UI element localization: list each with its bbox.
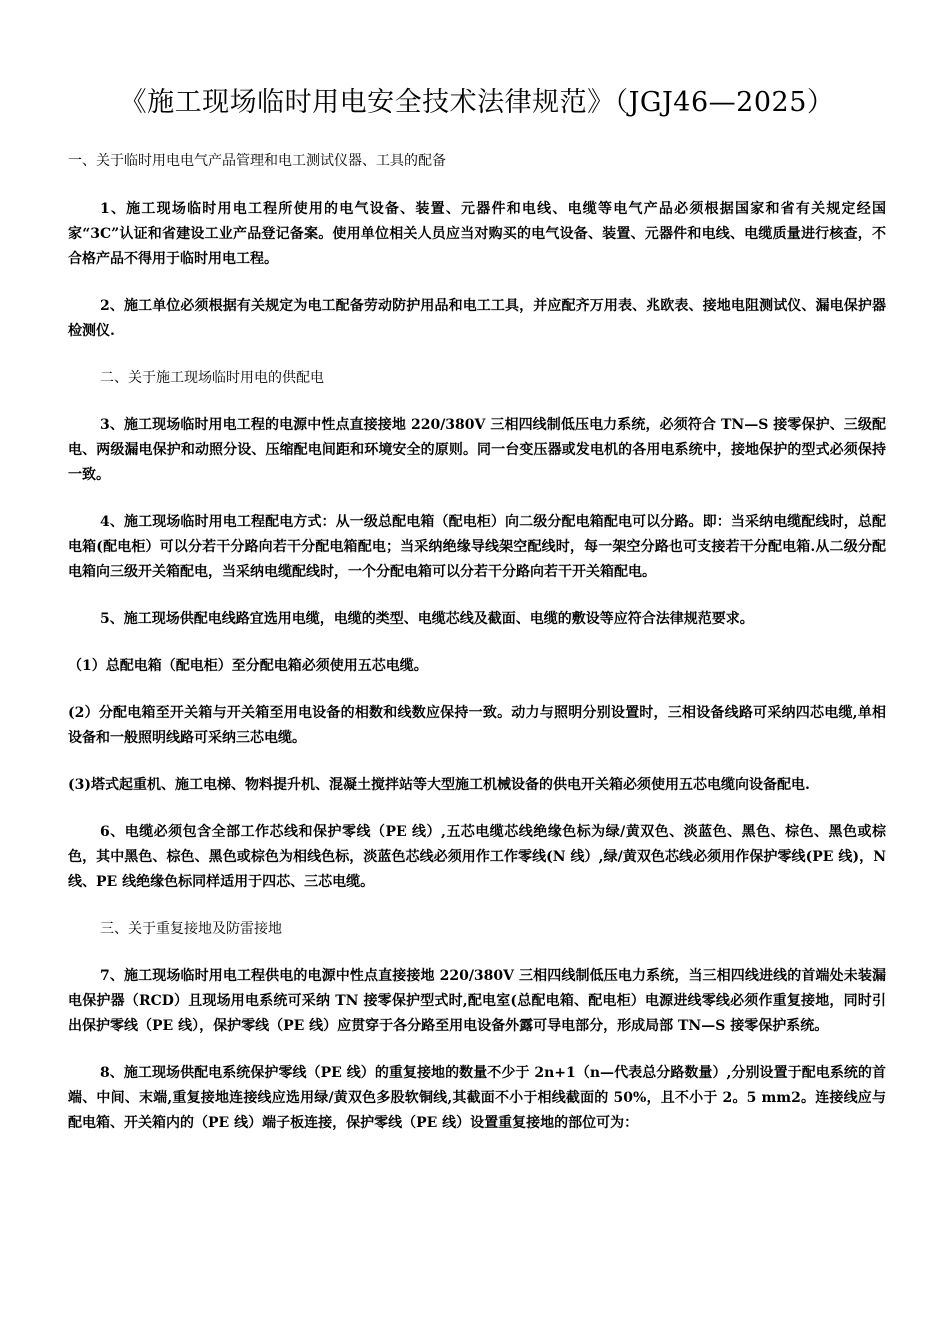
paragraph-1: 1、施工现场临时用电工程所使用的电气设备、装置、元器件和电线、电缆等电气产品必须根据国家和省有关规定经国家“3C”认证和省建设工业产品登记备案。使用单位相关人员应当对购买的电气设备、装置、元器件和电线、电缆质量进行核查，不合格产品不得用于临时用电工程。 xyxy=(68,201,886,267)
paragraph-8: 8、施工现场供配电系统保护零线（PE 线）的重复接地的数量不少于 2n+1（n—代表总分路数量）,分别设置于配电系统的首端、中间、末端,重复接地连接线应选用绿/黄双色多股软铜线,其截面不小于相线截面的 50%，且不小于 2。5 mm2。连接线应与配电箱、开关箱内的（PE 线）端子板连接，保护零线（PE 线）设置重复接地的部位可为： xyxy=(68,1065,886,1131)
paragraph-7: 7、施工现场临时用电工程供电的电源中性点直接接地 220/380V 三相四线制低压电力系统，当三相四线进线的首端处未装漏电保护器（RCD）且现场用电系统可采纳 TN 接零保护型式时,配电室(总配电箱、配电柜）电源进线零线必须作重复接地，同时引出保护零线（PE 线），保护零线（PE 线）应贯穿于各分路至用电设备外露可导电部分，形成局部 TN—S 接零保护系统。 xyxy=(68,968,886,1034)
paragraph-5-item-3: (3)塔式起重机、施工电梯、物料提升机、混凝土搅拌站等大型施工机械设备的供电开关箱必须使用五芯电缆向设备配电. xyxy=(68,777,810,793)
paragraph-3: 3、施工现场临时用电工程的电源中性点直接接地 220/380V 三相四线制低压电力系统，必须符合 TN—S 接零保护、三级配电、两级漏电保护和动照分设、压缩配电间距和环境安全的原则。同一台变压器或发电机的各用电系统中，接地保护的型式必须保持一致。 xyxy=(68,417,886,483)
paragraph-6: 6、电缆必须包含全部工作芯线和保护零线（PE 线）,五芯电缆芯线绝缘色标为绿/黄双色、淡蓝色、黑色、棕色、黑色或棕色，其中黑色、棕色、黑色或棕色为相线色标，淡蓝色芯线必须用作工作零线(N 线）,绿/黄双色芯线必须用作保护零线(PE 线)，N 线、PE 线绝缘色标同样适用于四芯、三芯电缆。 xyxy=(68,824,886,890)
paragraph-2: 2、施工单位必须根据有关规定为电工配备劳动防护用品和电工工具，并应配齐万用表、兆欧表、接地电阻测试仪、漏电保护器检测仪. xyxy=(68,298,886,339)
document-title: 《施工现场临时用电安全技术法律规范》（JGJ46—2025） xyxy=(119,87,835,118)
section-heading-2: 二、关于施工现场临时用电的供配电 xyxy=(100,370,324,386)
section-heading-1: 一、关于临时用电电气产品管理和电工测试仪器、工具的配备 xyxy=(68,153,446,169)
paragraph-4: 4、施工现场临时用电工程配电方式：从一级总配电箱（配电柜）向二级分配电箱配电可以分路。即：当采纳电缆配线时，总配电箱(配电柜）可以分若干分路向若干分配电箱配电；当采纳绝缘导线架空配线时，每一架空分路也可支接若干分配电箱.从二级分配电箱向三级开关箱配电，当采纳电缆配线时，一个分配电箱可以分若干分路向若干开关箱配电。 xyxy=(68,514,886,580)
paragraph-5-item-1: （1）总配电箱（配电柜）至分配电箱必须使用五芯电缆。 xyxy=(68,658,428,674)
paragraph-5-item-2: (2）分配电箱至开关箱与开关箱至用电设备的相数和线数应保持一致。动力与照明分别设置时，三相设备线路可采纳四芯电缆,单相设备和一般照明线路可采纳三芯电缆。 xyxy=(68,705,886,746)
section-heading-3: 三、关于重复接地及防雷接地 xyxy=(100,921,282,937)
paragraph-5: 5、施工现场供配电线路宜选用电缆，电缆的类型、电缆芯线及截面、电缆的敷设等应符合法律规范要求。 xyxy=(100,611,754,627)
